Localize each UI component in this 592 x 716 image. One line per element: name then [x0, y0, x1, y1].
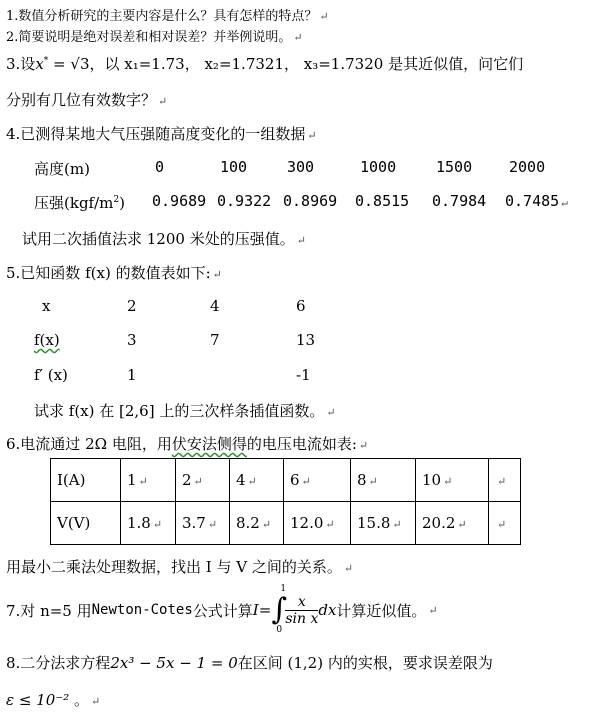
table-header-cell: V(V) [51, 502, 121, 545]
table-end-cell: ↵ [489, 459, 521, 502]
fx-value: 13 [296, 331, 316, 349]
integral-lhs: I [252, 601, 259, 619]
paragraph-mark-icon: ↵ [358, 439, 369, 452]
paragraph-mark-icon: ↵ [90, 695, 101, 708]
altitude-value: 1500 [436, 158, 473, 176]
table-cell: 15.8 ↵ [351, 502, 416, 545]
altitude-value: 1000 [360, 158, 397, 176]
paragraph-mark-icon: ↵ [307, 129, 317, 142]
table-cell: 1.8 ↵ [121, 502, 176, 545]
pressure-value: 0.8515 [355, 192, 410, 210]
table-header-cell: I(A) [51, 459, 121, 502]
question-8-line-1: 8.二分法求方程2x³ − 5x − 1 = 0在区间 (1,2) 内的实根，要求误差限为 [6, 654, 493, 672]
altitude-value: 300 [287, 158, 315, 176]
table-cell: 8 ↵ [351, 459, 416, 502]
question-4-title: 4.已测得某地大气压强随高度变化的一组数据 ↵ [6, 125, 317, 143]
paragraph-mark-icon: ↵ [326, 406, 336, 419]
paragraph-mark-icon: ↵ [561, 196, 568, 209]
integrand-fraction: $\frac{x}{\text{sin x}}$ [285, 593, 319, 627]
question-6-task: 用最小二乘法处理数据，找出 I 与 V 之间的关系。 ↵ [6, 558, 354, 576]
table-cell: 3.7 ↵ [176, 502, 230, 545]
fx-value: 3 [127, 331, 137, 349]
fx-value: 7 [210, 331, 220, 349]
pressure-value: 0.9689 [152, 192, 207, 210]
pressure-value: 0.8969 [283, 192, 338, 210]
question-1: 1.数值分析研究的主要内容是什么？具有怎样的特点？ ↵ [6, 9, 329, 24]
table-cell: 8.2 ↵ [230, 502, 284, 545]
fx-label: f(x) [34, 331, 60, 349]
altitude-value: 0 [155, 158, 165, 176]
table-cell: 10 ↵ [416, 459, 489, 502]
paragraph-mark-icon: ↵ [343, 562, 354, 575]
equation: 2x³ − 5x − 1 = 0 [110, 654, 238, 672]
altitude-value: 2000 [509, 158, 546, 176]
paragraph-mark-icon: ↵ [293, 31, 303, 44]
question-3-line-2: 分别有几位有效数字？ ↵ [6, 91, 168, 109]
x-star-symbol: x [35, 55, 44, 73]
paragraph-mark-icon: ↵ [212, 268, 222, 281]
error-bound: ε ≤ 10⁻² [6, 691, 70, 709]
paragraph-mark-icon: ↵ [158, 95, 168, 108]
question-4-task: 试用二次插值法求 1200 米处的压强值。 ↵ [22, 230, 306, 248]
altitude-label: 高度(m) [34, 160, 90, 178]
fprime-value: 1 [127, 366, 137, 384]
question-6-title: 6.电流通过 2Ω 电阻，用伏安法侧得的电压电流如表: ↵ [6, 435, 369, 453]
table-row [51, 502, 521, 545]
question-7: 7.对 n=5 用 Newton-Cotes 公式计算 I = ∫ 1 0 $\frac{x}{\text{sin x}}$ dx 计算近似值。 ↵ [6, 584, 438, 635]
x-value: 6 [296, 297, 306, 315]
table-end-cell: ↵ [489, 502, 521, 545]
table-row [51, 459, 521, 502]
current-voltage-table [50, 458, 521, 545]
table-cell: 12.0 ↵ [284, 502, 351, 545]
question-2: 2.简要说明是绝对误差和相对误差？并举例说明。 ↵ [6, 30, 303, 45]
pressure-label: 压强$(kgf/m^2)$ [34, 194, 125, 212]
question-5-title: 5.已知函数 f(x) 的数值表如下: ↵ [6, 264, 222, 282]
x-value: 2 [127, 297, 137, 315]
question-3-line-1: 3.设x* = √3，以 x₁=1.73， x₂=1.7321， x₃=1.7320 是其近似值，问它们 [6, 55, 524, 73]
paragraph-mark-icon: ↵ [428, 603, 438, 617]
table-cell: 4 ↵ [230, 459, 284, 502]
table-cell: 6 ↵ [284, 459, 351, 502]
question-8-line-2: ε ≤ 10⁻² 。 ↵ [6, 691, 101, 709]
integral-sign-icon: ∫ 1 0 [271, 584, 287, 635]
pressure-value: 0.7984 [432, 192, 487, 210]
sqrt-three: √3 [70, 55, 90, 73]
table-cell: 2 ↵ [176, 459, 230, 502]
x-label: x [42, 297, 51, 315]
paragraph-mark-icon: ↵ [319, 10, 329, 23]
table-cell: 20.2 ↵ [416, 502, 489, 545]
altitude-value: 100 [220, 158, 248, 176]
fprime-label: f′ (x) [34, 366, 68, 384]
question-5-task: 试求 f(x) 在 [2,6] 上的三次样条插值函数。 ↵ [34, 402, 336, 420]
x-value: 4 [210, 297, 220, 315]
table-cell: 1 ↵ [121, 459, 176, 502]
pressure-value: 0.9322 [217, 192, 272, 210]
pressure-value: 0.7485 ↵ [505, 192, 568, 210]
fprime-value: -1 [296, 366, 311, 384]
paragraph-mark-icon: ↵ [296, 234, 306, 247]
